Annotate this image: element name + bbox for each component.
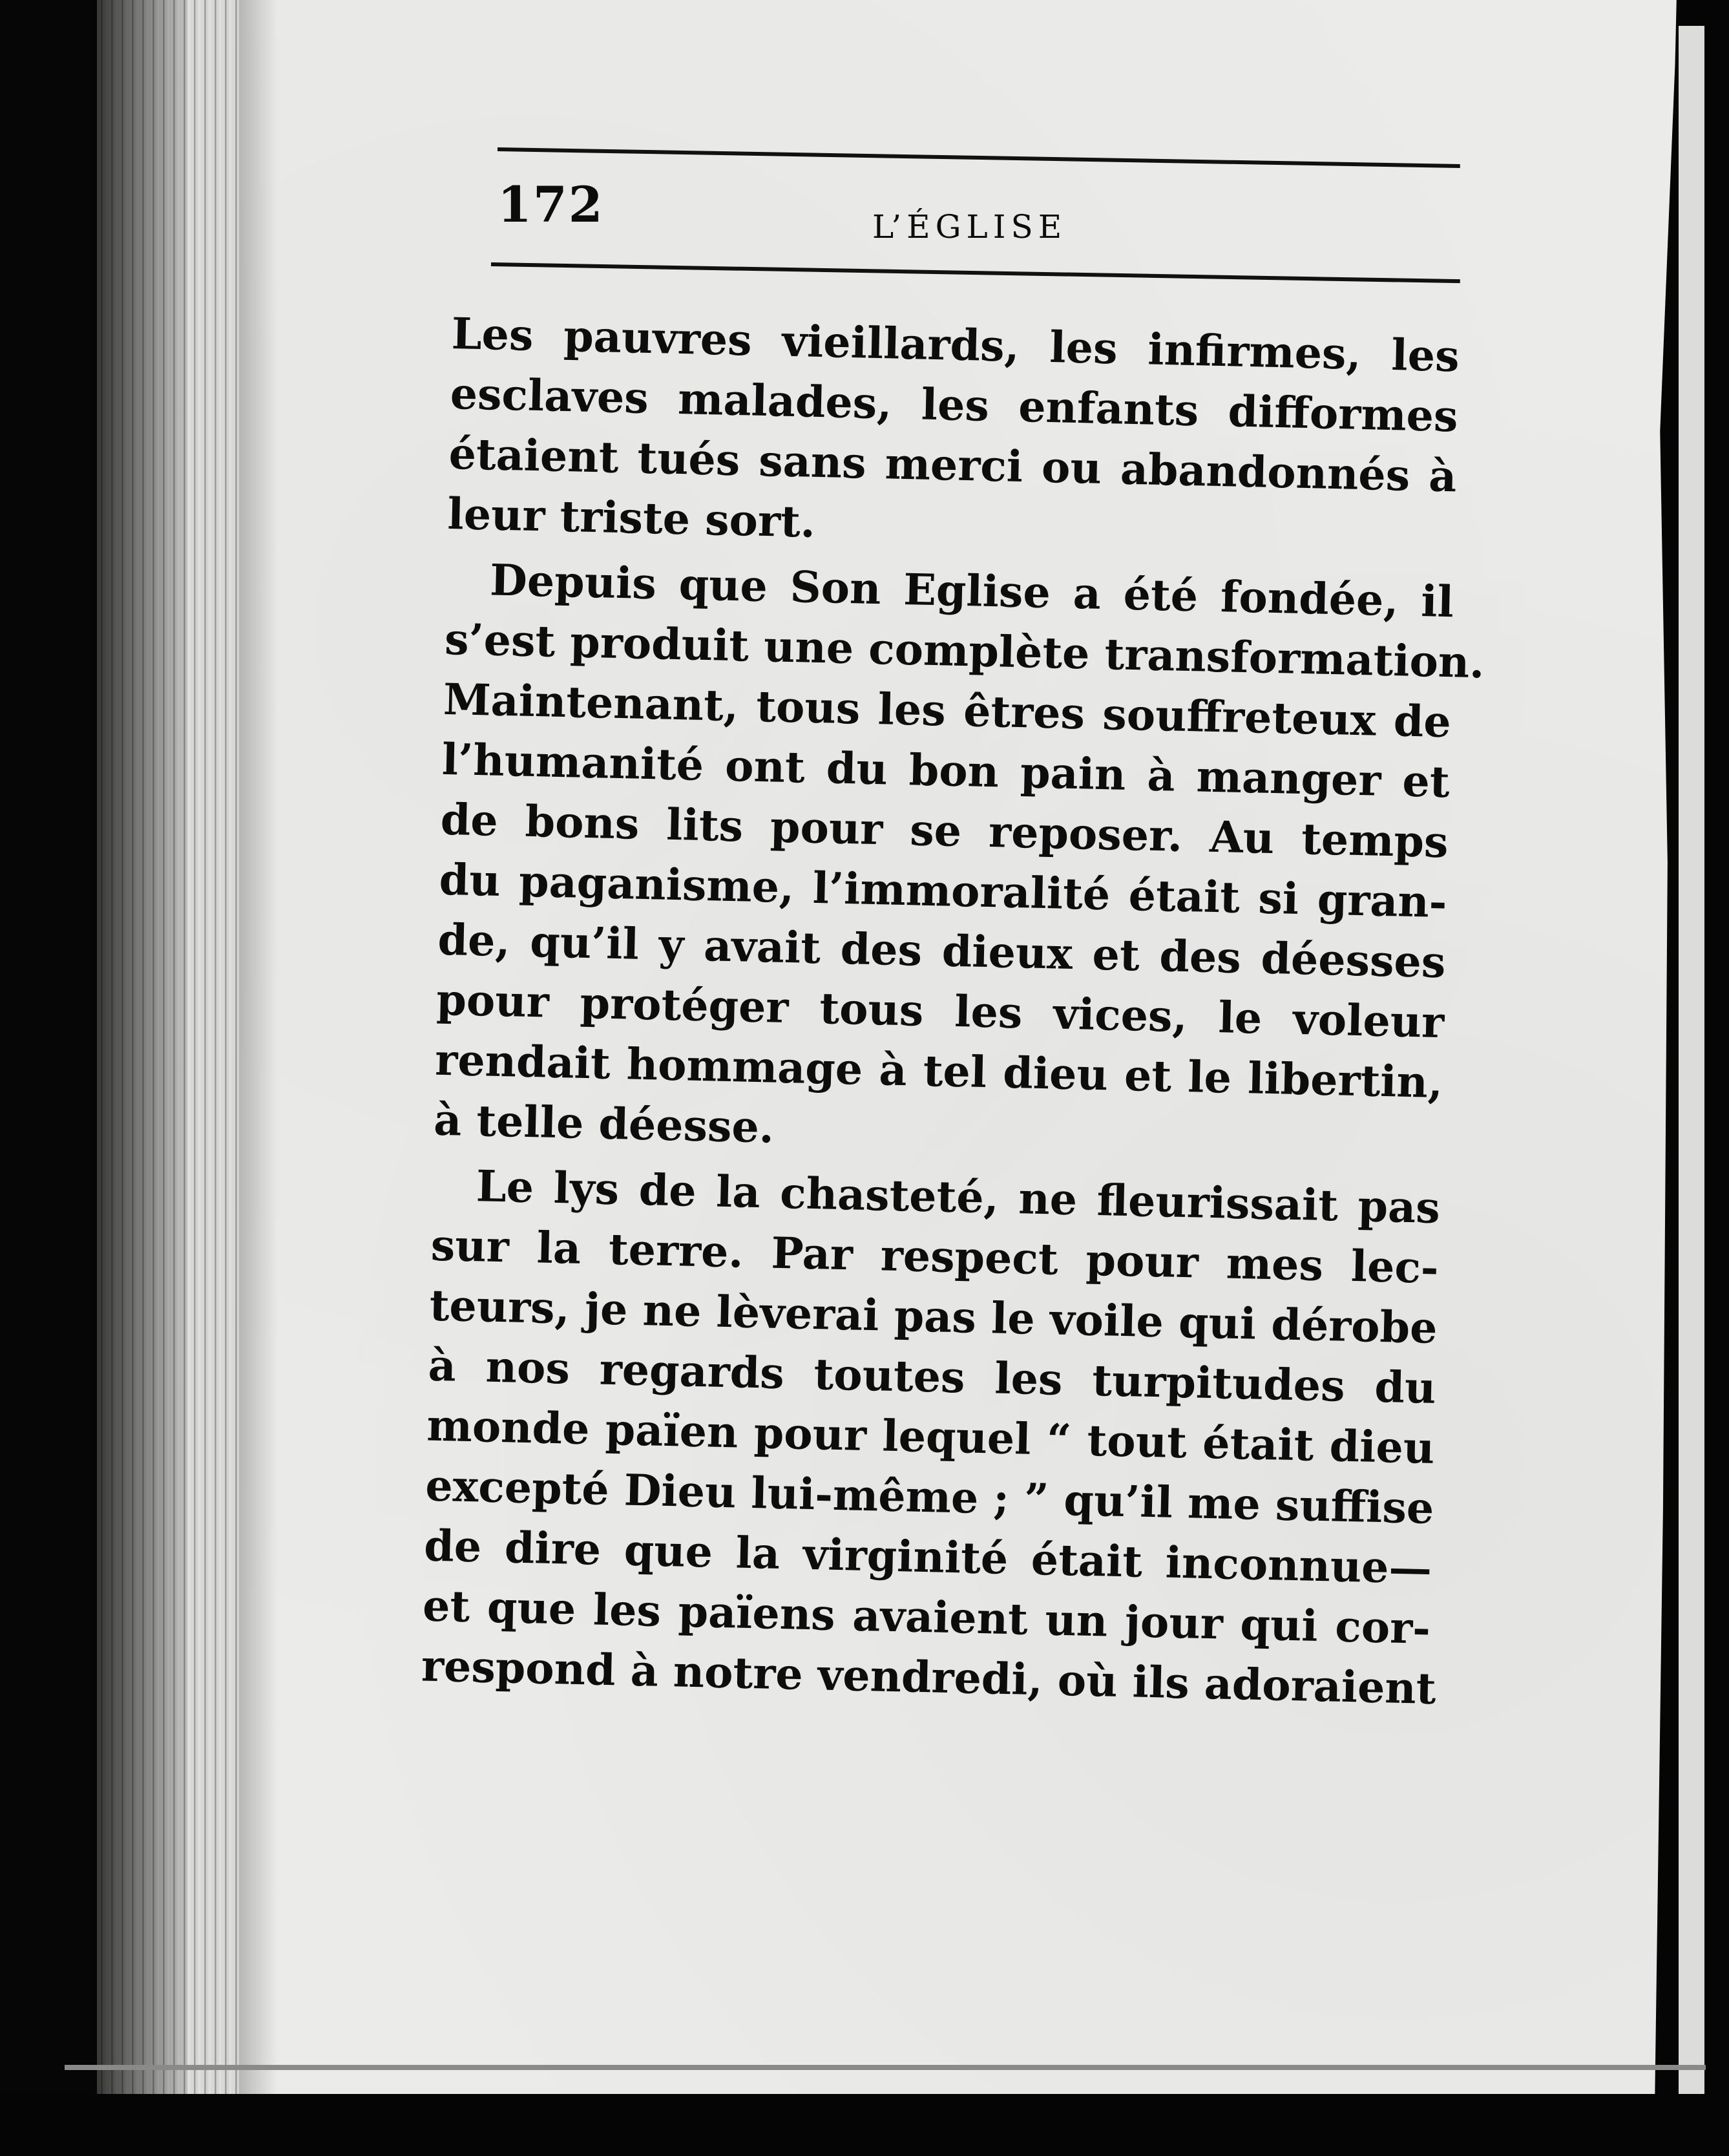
text-line: teurs, je ne lèverai pas le voile qui dérobe: [428, 1280, 1438, 1353]
text-line: étaient tués sans merci ou abandonnés à: [448, 428, 1458, 502]
text-line: pour protéger tous les vices, le voleur: [435, 974, 1445, 1048]
paragraph-2: [433, 549, 1485, 1173]
text-line: Depuis que Son Eglise a été fondée, il: [489, 555, 1454, 628]
body-text: [421, 304, 1485, 1719]
text-line: Le lys de la chasteté, ne fleurissait pas: [476, 1161, 1441, 1234]
text-line: respond à notre vendredi, où ils adoraient: [421, 1640, 1437, 1715]
text-line: leur triste sort.: [446, 488, 816, 547]
paragraph-1: [447, 304, 1460, 567]
text-line: l’humanité ont du bon pain à manger et: [441, 734, 1451, 808]
scan-border-bottom: [0, 2094, 1729, 2156]
running-title: L’ÉGLISE: [872, 208, 1067, 246]
text-line: à telle déesse.: [433, 1094, 775, 1153]
page-number: 172: [498, 176, 604, 233]
text-line: à nos regards toutes les turpitudes du: [427, 1340, 1437, 1413]
text-line: Les pauvres vieillards, les infirmes, les: [451, 308, 1460, 382]
text-line: sur la terre. Par respect pour mes lec-: [430, 1220, 1440, 1294]
text-line: de, qu’il y avait des dieux et des déesses: [437, 914, 1447, 988]
next-page-strip: [1679, 26, 1704, 2120]
text-line: s’est produit une complète transformation.: [444, 613, 1485, 688]
paragraph-3: [421, 1156, 1441, 1719]
text-line: esclaves malades, les enfants difformes: [449, 368, 1459, 442]
text-line: de bons lits pour se reposer. Au temps: [440, 794, 1449, 868]
text-line: monde païen pour lequel “ tout était dieu: [426, 1400, 1436, 1474]
text-line: de dire que la virginité était inconnue—: [423, 1520, 1432, 1594]
text-line: du paganisme, l’immoralité était si gran-: [438, 854, 1448, 928]
text-line: rendait hommage à tel dieu et le libertin,: [434, 1034, 1443, 1108]
paper-shadow: [239, 0, 278, 2094]
gutter-shadow: [97, 0, 187, 2094]
text-line: Maintenant, tous les êtres souffreteux de: [443, 673, 1452, 748]
page-bottom-edge: [65, 2065, 1706, 2070]
text-line: excepté Dieu lui-même ; ” qu’il me suffise: [424, 1460, 1435, 1534]
text-line: et que les païens avaient un jour qui cor-: [422, 1580, 1431, 1654]
